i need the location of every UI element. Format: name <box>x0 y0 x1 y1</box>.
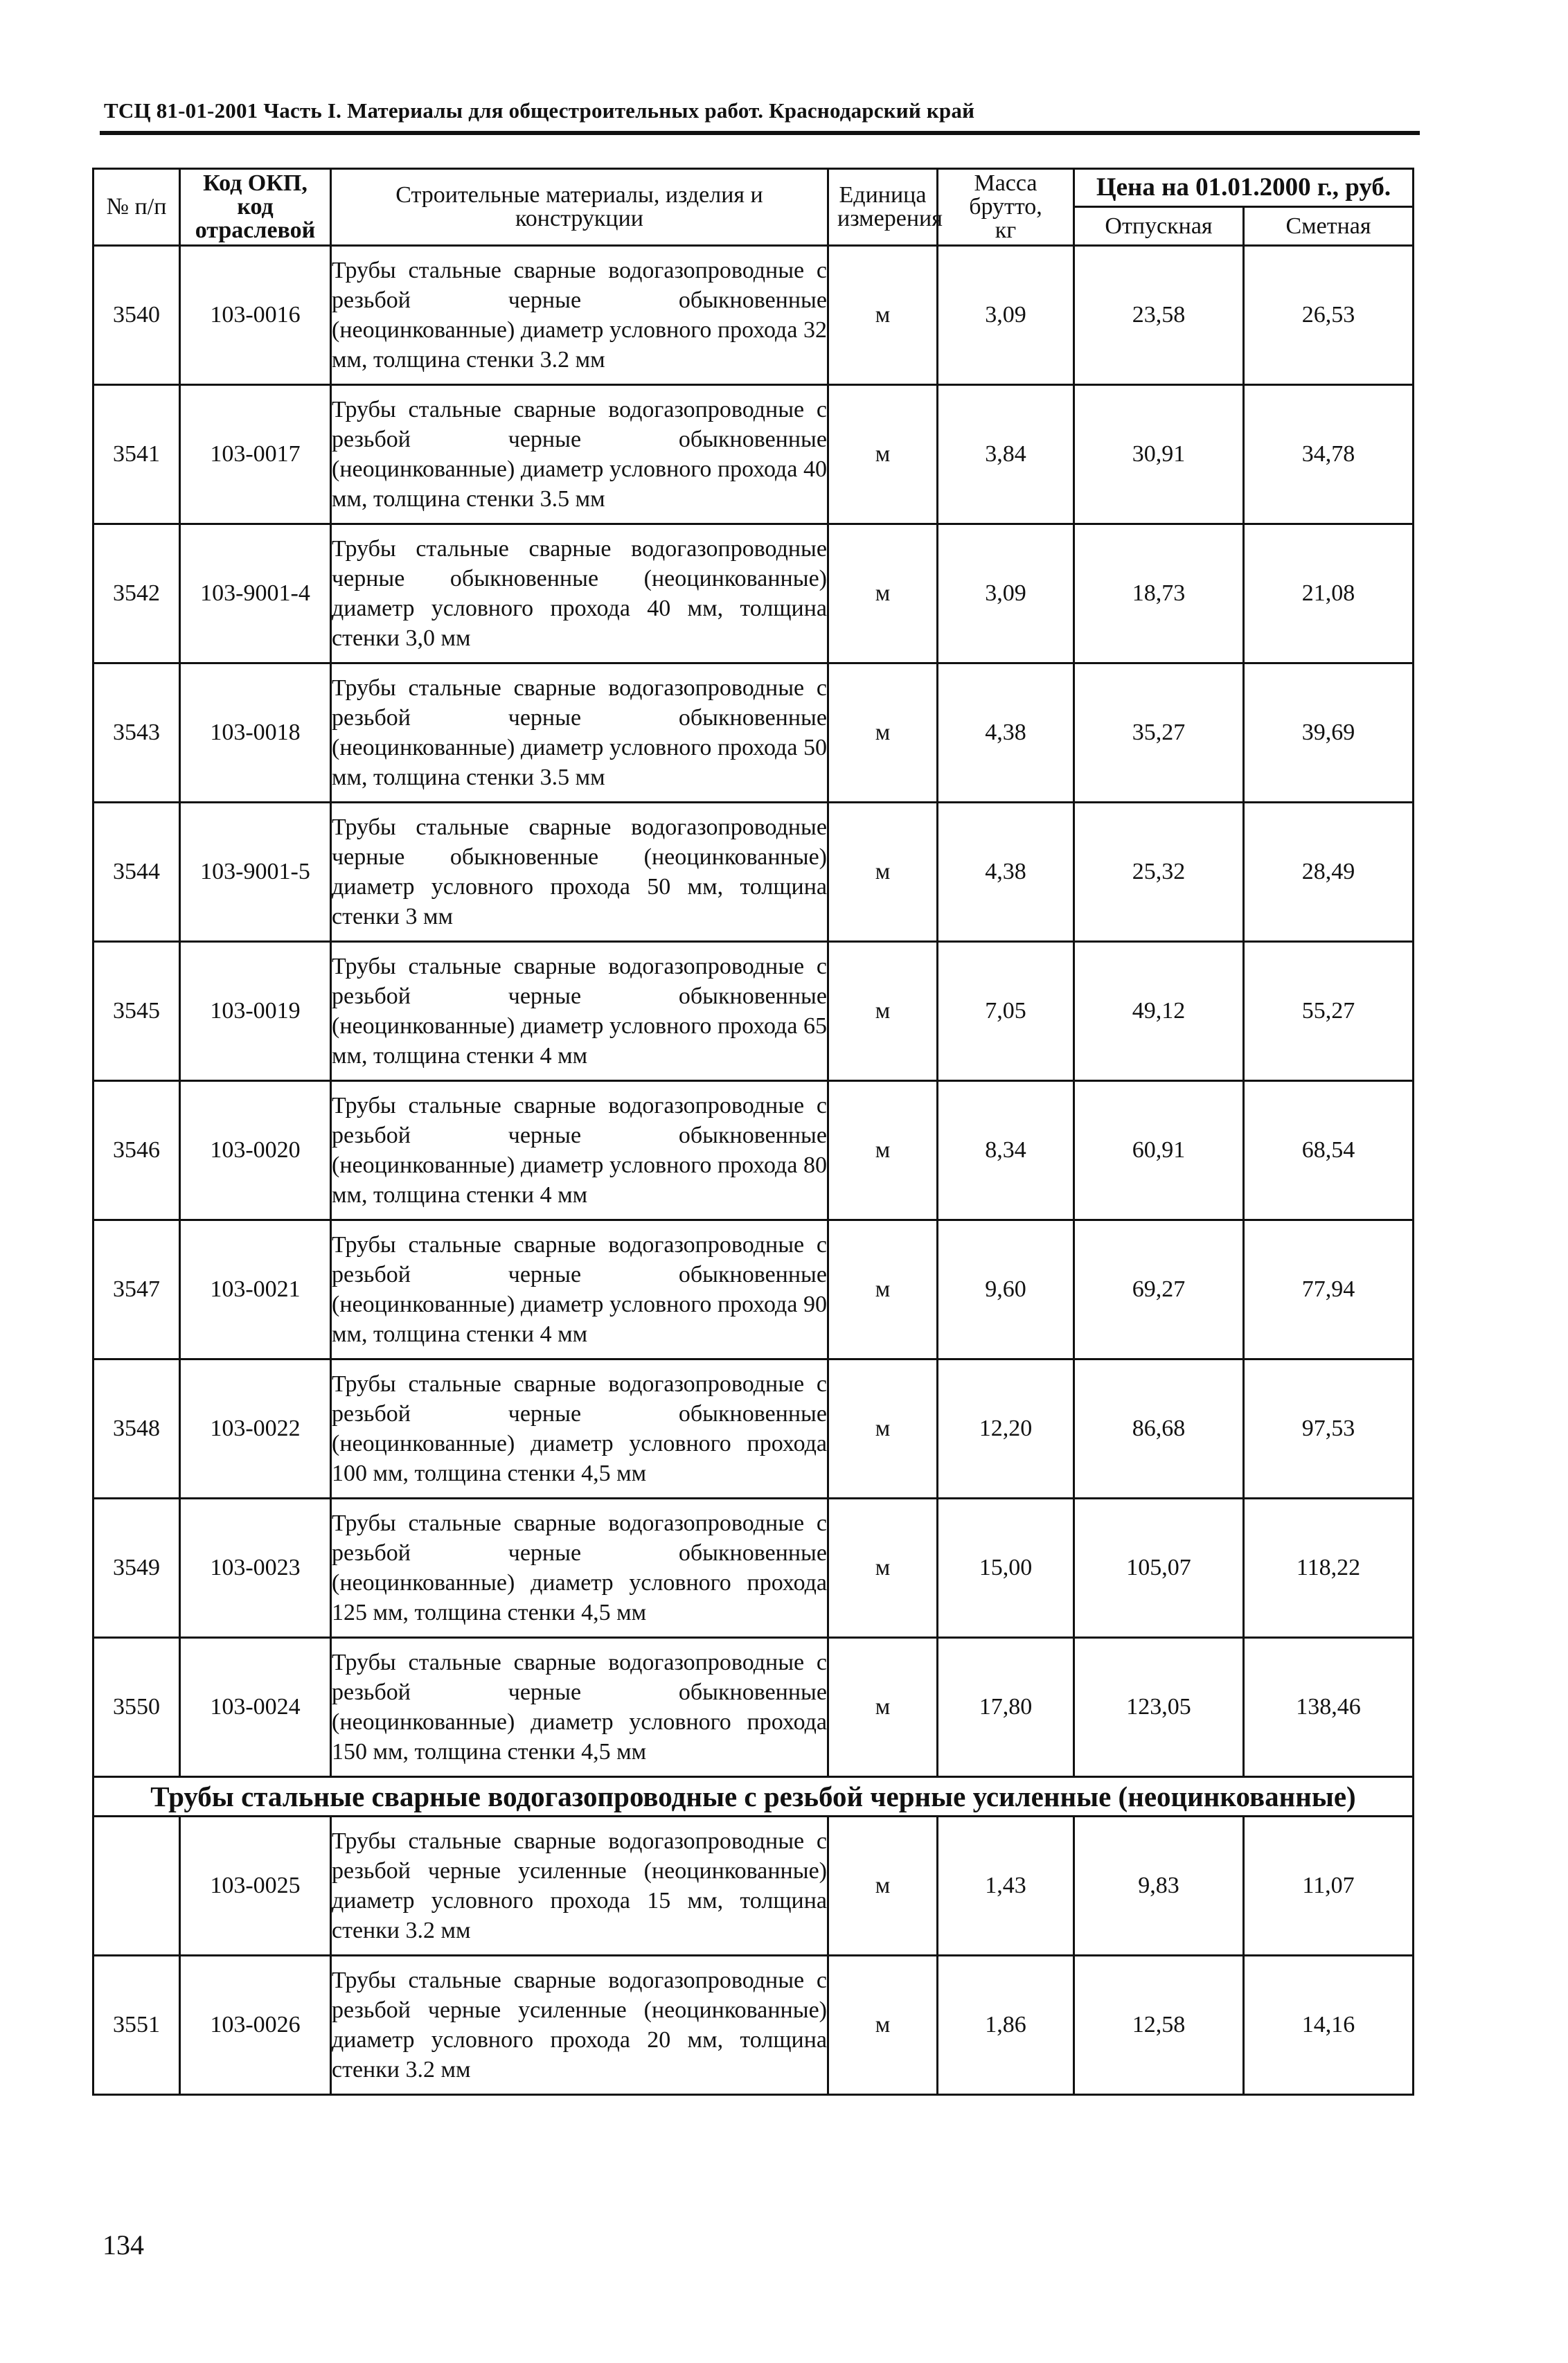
table-row <box>93 1359 1414 1499</box>
cell-mass: 4,38 <box>938 663 1074 803</box>
cell-name: Трубы стальные сварные водогазопроводные черные обыкновенные (неоцинкованные) диаметр условного прохода 40 мм, толщина стенки 3,0 мм <box>331 524 828 663</box>
page-number: 134 <box>103 2229 144 2261</box>
table-row <box>93 1499 1414 1638</box>
cell-unit: м <box>828 385 938 524</box>
cell-unit: м <box>828 524 938 663</box>
cell-code: 103-9001-4 <box>180 524 331 663</box>
cell-name: Трубы стальные сварные водогазопроводные с резьбой черные обыкновенные (неоцинкованные) диаметр условного прохода 40 мм, толщина стенки 3.5 мм <box>331 385 828 524</box>
cell-code: 103-0017 <box>180 385 331 524</box>
cell-unit: м <box>828 663 938 803</box>
cell-price-release: 30,91 <box>1074 385 1244 524</box>
cell-price-release: 60,91 <box>1074 1081 1244 1220</box>
cell-num: 3547 <box>93 1220 180 1359</box>
cell-unit: м <box>828 942 938 1081</box>
cell-mass: 17,80 <box>938 1638 1074 1777</box>
cell-name: Трубы стальные сварные водогазопроводные с резьбой черные обыкновенные (неоцинкованные) диаметр условного прохода 32 мм, толщина стенки 3.2 мм <box>331 246 828 385</box>
cell-price-estimate: 97,53 <box>1244 1359 1414 1499</box>
column-header-mass: Масса брутто, кг <box>938 169 1074 246</box>
column-header-price-release: Отпускная <box>1074 207 1244 246</box>
cell-price-estimate: 28,49 <box>1244 803 1414 942</box>
cell-code: 103-0016 <box>180 246 331 385</box>
column-header-unit: Единица измерения <box>828 169 938 246</box>
price-table <box>92 168 1414 2096</box>
header-rule <box>100 131 1420 135</box>
cell-code: 103-0022 <box>180 1359 331 1499</box>
cell-code: 103-0019 <box>180 942 331 1081</box>
table-row <box>93 1081 1414 1220</box>
cell-num: 3542 <box>93 524 180 663</box>
cell-unit: м <box>828 1817 938 1956</box>
cell-mass: 1,86 <box>938 1956 1074 2095</box>
cell-name: Трубы стальные сварные водогазопроводные с резьбой черные обыкновенные (неоцинкованные) диаметр условного прохода 80 мм, толщина стенки 4 мм <box>331 1081 828 1220</box>
cell-price-release: 49,12 <box>1074 942 1244 1081</box>
cell-price-release: 25,32 <box>1074 803 1244 942</box>
cell-code: 103-0023 <box>180 1499 331 1638</box>
cell-mass: 4,38 <box>938 803 1074 942</box>
cell-price-release: 12,58 <box>1074 1956 1244 2095</box>
cell-price-release: 18,73 <box>1074 524 1244 663</box>
cell-price-estimate: 21,08 <box>1244 524 1414 663</box>
column-header-num: № п/п <box>93 169 180 246</box>
section-body <box>93 1817 1414 2095</box>
cell-name: Трубы стальные сварные водогазопроводные с резьбой черные обыкновенные (неоцинкованные) диаметр условного прохода 125 мм, толщина стенки 4,5 мм <box>331 1499 828 1638</box>
cell-num: 3543 <box>93 663 180 803</box>
cell-unit: м <box>828 1220 938 1359</box>
cell-unit: м <box>828 1359 938 1499</box>
cell-code: 103-0021 <box>180 1220 331 1359</box>
cell-price-estimate: 68,54 <box>1244 1081 1414 1220</box>
section-title: Трубы стальные сварные водогазопроводные с резьбой черные усиленные (неоцинкованные) <box>93 1777 1414 1817</box>
cell-mass: 7,05 <box>938 942 1074 1081</box>
cell-price-release: 69,27 <box>1074 1220 1244 1359</box>
cell-mass: 9,60 <box>938 1220 1074 1359</box>
table-row <box>93 1817 1414 1956</box>
cell-code: 103-0018 <box>180 663 331 803</box>
table-row <box>93 942 1414 1081</box>
cell-price-estimate: 118,22 <box>1244 1499 1414 1638</box>
table-row <box>93 1638 1414 1777</box>
table-row <box>93 524 1414 663</box>
cell-price-release: 123,05 <box>1074 1638 1244 1777</box>
cell-num: 3540 <box>93 246 180 385</box>
column-header-code: Код ОКП, код отраслевой <box>180 169 331 246</box>
cell-unit: м <box>828 1956 938 2095</box>
cell-num: 3549 <box>93 1499 180 1638</box>
table-row <box>93 385 1414 524</box>
cell-name: Трубы стальные сварные водогазопроводные с резьбой черные обыкновенные (неоцинкованные) диаметр условного прохода 100 мм, толщина стенки 4,5 мм <box>331 1359 828 1499</box>
cell-name: Трубы стальные сварные водогазопроводные с резьбой черные усиленные (неоцинкованные) диаметр условного прохода 20 мм, толщина стенки 3.2 мм <box>331 1956 828 2095</box>
cell-num: 3551 <box>93 1956 180 2095</box>
column-header-price-estimate: Сметная <box>1244 207 1414 246</box>
cell-unit: м <box>828 1638 938 1777</box>
cell-mass: 12,20 <box>938 1359 1074 1499</box>
cell-num: 3544 <box>93 803 180 942</box>
cell-price-estimate: 39,69 <box>1244 663 1414 803</box>
column-header-price-group: Цена на 01.01.2000 г., руб. <box>1074 169 1414 207</box>
cell-price-release: 23,58 <box>1074 246 1244 385</box>
cell-mass: 8,34 <box>938 1081 1074 1220</box>
cell-name: Трубы стальные сварные водогазопроводные с резьбой черные обыкновенные (неоцинкованные) диаметр условного прохода 150 мм, толщина стенки 4,5 мм <box>331 1638 828 1777</box>
cell-unit: м <box>828 803 938 942</box>
cell-price-release: 35,27 <box>1074 663 1244 803</box>
cell-price-estimate: 14,16 <box>1244 1956 1414 2095</box>
table-row <box>93 803 1414 942</box>
cell-code: 103-0024 <box>180 1638 331 1777</box>
cell-unit: м <box>828 1081 938 1220</box>
cell-code: 103-0020 <box>180 1081 331 1220</box>
cell-mass: 15,00 <box>938 1499 1074 1638</box>
cell-mass: 1,43 <box>938 1817 1074 1956</box>
cell-name: Трубы стальные сварные водогазопроводные с резьбой черные обыкновенные (неоцинкованные) диаметр условного прохода 50 мм, толщина стенки 3.5 мм <box>331 663 828 803</box>
cell-price-estimate: 26,53 <box>1244 246 1414 385</box>
table-row <box>93 246 1414 385</box>
cell-num: 3546 <box>93 1081 180 1220</box>
cell-price-estimate: 55,27 <box>1244 942 1414 1081</box>
table-row <box>93 1220 1414 1359</box>
cell-code: 103-0026 <box>180 1956 331 2095</box>
cell-price-release: 86,68 <box>1074 1359 1244 1499</box>
cell-price-release: 105,07 <box>1074 1499 1244 1638</box>
cell-price-estimate: 138,46 <box>1244 1638 1414 1777</box>
cell-price-estimate: 34,78 <box>1244 385 1414 524</box>
cell-code: 103-9001-5 <box>180 803 331 942</box>
table-body <box>93 246 1414 1777</box>
running-title: ТСЦ 81-01-2001 Часть I. Материалы для общестроительных работ. Краснодарский край <box>104 98 975 123</box>
cell-price-estimate: 77,94 <box>1244 1220 1414 1359</box>
cell-num <box>93 1817 180 1956</box>
cell-unit: м <box>828 246 938 385</box>
cell-name: Трубы стальные сварные водогазопроводные с резьбой черные обыкновенные (неоцинкованные) диаметр условного прохода 90 мм, толщина стенки 4 мм <box>331 1220 828 1359</box>
table-row <box>93 1956 1414 2095</box>
cell-price-estimate: 11,07 <box>1244 1817 1414 1956</box>
cell-num: 3541 <box>93 385 180 524</box>
cell-price-release: 9,83 <box>1074 1817 1244 1956</box>
cell-name: Трубы стальные сварные водогазопроводные с резьбой черные усиленные (неоцинкованные) диаметр условного прохода 15 мм, толщина стенки 3.2 мм <box>331 1817 828 1956</box>
cell-code: 103-0025 <box>180 1817 331 1956</box>
table-row <box>93 663 1414 803</box>
cell-num: 3548 <box>93 1359 180 1499</box>
cell-num: 3550 <box>93 1638 180 1777</box>
cell-mass: 3,09 <box>938 524 1074 663</box>
cell-mass: 3,09 <box>938 246 1074 385</box>
cell-num: 3545 <box>93 942 180 1081</box>
cell-mass: 3,84 <box>938 385 1074 524</box>
column-header-name: Строительные материалы, изделия и конструкции <box>331 169 828 246</box>
cell-name: Трубы стальные сварные водогазопроводные черные обыкновенные (неоцинкованные) диаметр условного прохода 50 мм, толщина стенки 3 мм <box>331 803 828 942</box>
cell-name: Трубы стальные сварные водогазопроводные с резьбой черные обыкновенные (неоцинкованные) диаметр условного прохода 65 мм, толщина стенки 4 мм <box>331 942 828 1081</box>
cell-unit: м <box>828 1499 938 1638</box>
